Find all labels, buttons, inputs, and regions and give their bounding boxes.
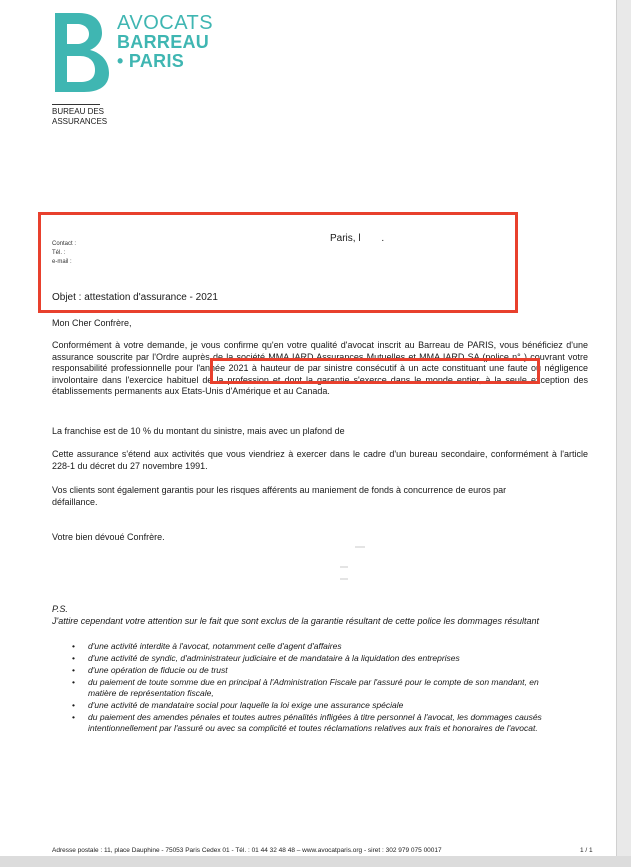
place-date-trail: .	[381, 233, 385, 244]
bullet-icon: •	[72, 665, 75, 675]
annotation-box-header	[38, 212, 518, 313]
logo-line-avocats: AVOCATS	[117, 12, 214, 34]
logo-line-barreau: BARREAU	[117, 32, 210, 52]
bullet-icon: •	[72, 641, 75, 651]
bullet-icon: •	[72, 653, 75, 663]
annotation-box-coverage	[210, 358, 540, 384]
exclusion-text: du paiement des amendes pénales et toutes autres pénalités infligées à titre personnel à l'avocat, les dommages causés intentionnellement par l'assuré ou avec sa complicité et toutes réclamations relatives aux frais et honoraires de l'avocat.	[88, 712, 542, 733]
paragraph-coverage: Conformément à votre demande, je vous confirme qu'en votre qualité d'avocat inscrit au Barreau de PARIS, vous bénéficiez d'une assurance souscrite par l'Ordre auprès de la société MMA IARD Assurances Mutuelles et MMA IARD SA (police n° ) couvrant votre responsabilité professionnelle pour l'année 2021 à hauteur de par sinistre consécutif à un acte constituant une faute ou négligence involontaire dans l'exercice habituel de la profession et dont la garantie s'exerce dans le monde entier, à la seule exception des établissements permanents aux Etats-Unis d'Amérique et au Canada.	[52, 340, 588, 396]
department-line-2: ASSURANCES	[52, 117, 108, 126]
exclusion-text: d'une activité interdite à l'avocat, notamment celle d'agent d'affaires	[88, 641, 342, 651]
exclusion-item	[52, 677, 552, 699]
page-number: 1 / 1	[580, 847, 593, 854]
exclusion-text: d'une activité de mandataire social pour laquelle la loi exige une assurance spéciale	[88, 700, 404, 710]
redaction-mark	[340, 578, 348, 580]
closing: Votre bien dévoué Confrère.	[52, 532, 165, 542]
exclusion-text: d'une opération de fiducie ou de trust	[88, 665, 228, 675]
ps-intro: J'attire cependant votre attention sur le fait que sont exclus de la garantie résultant de cette police les dommages résultant	[52, 616, 540, 626]
exclusions-list	[52, 641, 552, 735]
logo-wordmark	[117, 14, 213, 71]
paragraph-franchise: La franchise est de 10 % du montant du sinistre, mais avec un plafond de	[52, 426, 345, 436]
exclusion-item	[52, 641, 552, 652]
exclusion-item	[52, 712, 552, 734]
place-date-text: Paris, l	[330, 233, 361, 244]
redaction-mark	[355, 546, 365, 548]
footer-address: Adresse postale : 11, place Dauphine - 75053 Paris Cedex 01 - Tél. : 01 44 32 48 48 – www.avocatparis.org - siret : 302 979 075 00017	[52, 847, 442, 854]
bullet-icon: •	[72, 700, 75, 710]
contact-label: Contact :	[52, 241, 77, 247]
department-line-1: BUREAU DES	[52, 107, 105, 116]
bullet-icon: •	[72, 712, 75, 722]
viewer-bottom-edge	[0, 856, 631, 867]
exclusion-text: du paiement de toute somme due en principal à l'Administration Fiscale par l'assuré pour le compte de son mandant, en matière de représentation fiscale,	[88, 677, 539, 698]
viewer-scrollbar[interactable]	[616, 0, 631, 867]
paragraph-secondary-office: Cette assurance s'étend aux activités que vous viendriez à exercer dans le cadre d'un bureau secondaire, conformément à l'article 228-1 du décret du 27 novembre 1991.	[52, 449, 588, 471]
tel-label: Tél. :	[52, 250, 66, 256]
redaction-mark	[340, 566, 348, 568]
logo-line-paris: • PARIS	[117, 51, 185, 71]
salutation: Mon Cher Confrère,	[52, 318, 132, 328]
department-label	[52, 104, 108, 127]
email-label: e-mail :	[52, 259, 72, 265]
bullet-icon: •	[72, 677, 75, 687]
exclusion-item	[52, 653, 552, 664]
exclusion-item	[52, 700, 552, 711]
letter-subject: Objet : attestation d'assurance - 2021	[52, 292, 218, 303]
ps-label: P.S.	[52, 604, 68, 614]
exclusion-text: d'une activité de syndic, d'administrateur judiciaire et de mandataire à la liquidation des entreprises	[88, 653, 460, 663]
paragraph-funds: Vos clients sont également garantis pour les risques afférents au maniement de fonds à concurrence de euros par défaillance.	[52, 485, 507, 507]
exclusion-item	[52, 665, 552, 676]
barreau-logo-icon	[52, 10, 112, 94]
